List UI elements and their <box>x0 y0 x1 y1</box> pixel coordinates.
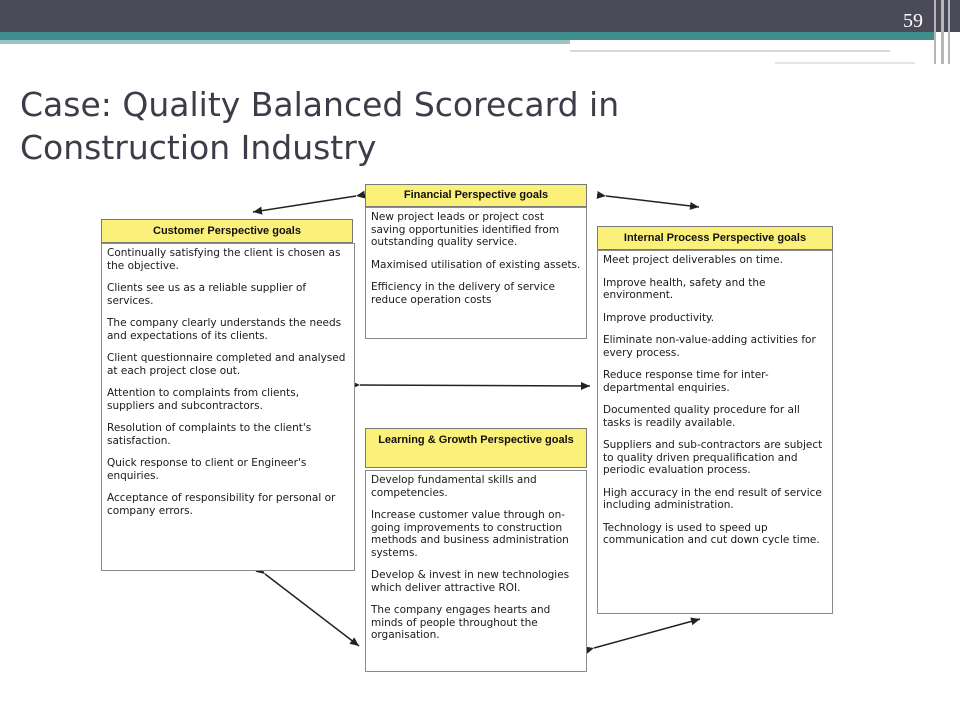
customer-goal-item: The company clearly understands the needs and expectations of its clients. <box>107 317 342 342</box>
internal-goal-item: Eliminate non-value-adding activities for every process. <box>603 334 816 359</box>
customer-heading: Customer Perspective goals <box>101 219 353 243</box>
customer-goal-item: Acceptance of responsibility for personal or company errors. <box>107 492 336 517</box>
financial-goal-item: Efficiency in the delivery of service reduce operation costs <box>371 281 555 306</box>
slide-title-line: Construction Industry <box>20 128 377 167</box>
financial-heading: Financial Perspective goals <box>365 184 587 207</box>
customer-goal-item: Quick response to client or Engineer's enquiries. <box>107 457 307 482</box>
customer-goal-item: Continually satisfying the client is chosen as the objective. <box>107 247 341 272</box>
financial-goal-item: New project leads or project cost saving opportunities identified from outstanding quality service. <box>371 211 560 248</box>
financial-goals-box <box>365 207 587 339</box>
customer-goal-item: Client questionnaire completed and analysed at each project close out. <box>107 352 346 377</box>
arrow-learning-internal <box>594 619 700 648</box>
internal-goal-item: Documented quality procedure for all tasks is readily available. <box>603 404 800 429</box>
learning-goal-item: Develop & invest in new technologies which deliver attractive ROI. <box>371 569 570 594</box>
customer-goal-item: Attention to complaints from clients, suppliers and subcontractors. <box>107 387 300 412</box>
financial-goal-item: Maximised utilisation of existing assets. <box>371 258 581 271</box>
arrow-financial-internal <box>606 196 699 207</box>
slide-number: 59 <box>903 10 923 32</box>
internal-process-heading: Internal Process Perspective goals <box>597 226 833 250</box>
slide-title-line: Case: Quality Balanced Scorecard in <box>20 85 620 124</box>
internal-goal-item: High accuracy in the end result of service including administration. <box>603 486 822 511</box>
arrow-financial-customer <box>253 196 356 212</box>
internal-goal-item: Meet project deliverables on time. <box>603 254 783 266</box>
internal-goal-item: Technology is used to speed up communication and cut down cycle time. <box>603 521 820 546</box>
learning-goal-item: The company engages hearts and minds of people throughout the organisation. <box>371 604 551 641</box>
internal-goal-item: Reduce response time for inter-departmental enquiries. <box>603 369 769 394</box>
arrow-customer-internal <box>360 385 590 386</box>
customer-goal-item: Resolution of complaints to the client's satisfaction. <box>107 422 312 447</box>
arrow-customer-learning <box>265 574 359 646</box>
internal-goal-item: Suppliers and sub-contractors are subject to quality driven prequalification and periodic evaluation process. <box>603 439 823 476</box>
learning-goal-item: Increase customer value through on-going improvements to construction methods and business administration systems. <box>371 509 569 559</box>
learning-growth-heading: Learning & Growth Perspective goals <box>365 428 587 468</box>
customer-goal-item: Clients see us as a reliable supplier of services. <box>107 282 307 307</box>
customer-goals-box <box>101 243 355 571</box>
internal-goal-item: Improve productivity. <box>603 311 715 324</box>
internal-process-goals-box <box>597 250 833 614</box>
learning-goal-item: Develop fundamental skills and competencies. <box>371 474 537 499</box>
learning-growth-goals-box <box>365 470 587 672</box>
internal-goal-item: Improve health, safety and the environment. <box>603 276 766 301</box>
